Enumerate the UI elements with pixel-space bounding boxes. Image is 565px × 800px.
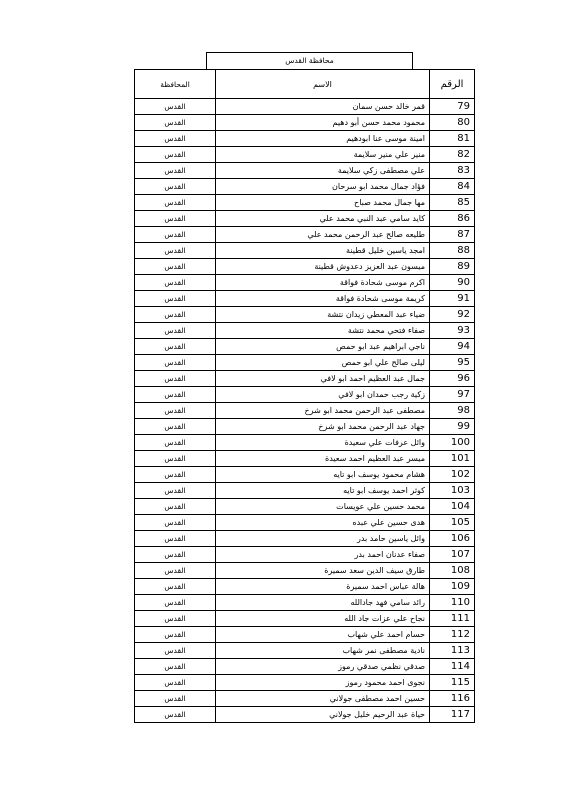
row-governorate: القدس	[135, 659, 216, 675]
table-row	[135, 259, 475, 275]
row-governorate: القدس	[135, 579, 216, 595]
row-governorate: القدس	[135, 531, 216, 547]
row-name: كريمة موسى شحادة فواقة	[216, 291, 430, 307]
row-number: 91	[430, 291, 475, 307]
table-row	[135, 435, 475, 451]
names-table	[134, 69, 475, 723]
row-name: هشام محمود يوسف ابو تايه	[216, 467, 430, 483]
row-number: 80	[430, 115, 475, 131]
row-name: نجوى احمد محمود رموز	[216, 675, 430, 691]
table-row	[135, 115, 475, 131]
table-row	[135, 387, 475, 403]
row-governorate: القدس	[135, 611, 216, 627]
row-number: 113	[430, 643, 475, 659]
row-name: صفاء فتحي محمد نتشة	[216, 323, 430, 339]
header-name: الاسم	[216, 70, 430, 99]
row-governorate: القدس	[135, 451, 216, 467]
table-row	[135, 147, 475, 163]
row-number: 103	[430, 483, 475, 499]
row-governorate: القدس	[135, 275, 216, 291]
row-governorate: القدس	[135, 435, 216, 451]
header-governorate: المحافظة	[135, 70, 216, 99]
row-governorate: القدس	[135, 643, 216, 659]
row-name: طليعه صالح عبد الرحمن محمد علي	[216, 227, 430, 243]
row-governorate: القدس	[135, 371, 216, 387]
table-row	[135, 691, 475, 707]
row-name: علي مصطفى زكي سلايمة	[216, 163, 430, 179]
row-name: وائل عرفات علي سعيدة	[216, 435, 430, 451]
row-number: 95	[430, 355, 475, 371]
row-governorate: القدس	[135, 131, 216, 147]
table-row	[135, 227, 475, 243]
row-governorate: القدس	[135, 675, 216, 691]
row-number: 105	[430, 515, 475, 531]
table-row	[135, 355, 475, 371]
row-number: 115	[430, 675, 475, 691]
row-number: 116	[430, 691, 475, 707]
row-number: 112	[430, 627, 475, 643]
row-governorate: القدس	[135, 547, 216, 563]
row-name: اكرم موسى شحادة فواقة	[216, 275, 430, 291]
row-name: حياة عبد الرحيم خليل جولاني	[216, 707, 430, 723]
table-row	[135, 499, 475, 515]
table-row	[135, 579, 475, 595]
header-number: الرقم	[430, 70, 475, 99]
row-number: 94	[430, 339, 475, 355]
row-number: 110	[430, 595, 475, 611]
row-name: هالة عباس احمد سميرة	[216, 579, 430, 595]
table-row	[135, 531, 475, 547]
row-number: 114	[430, 659, 475, 675]
row-name: امجد ياسين خليل قطينة	[216, 243, 430, 259]
table-row	[135, 307, 475, 323]
row-name: جمال عبد العظيم احمد ابو لافي	[216, 371, 430, 387]
row-number: 83	[430, 163, 475, 179]
row-name: كوثر احمد يوسف ابو تايه	[216, 483, 430, 499]
row-governorate: القدس	[135, 563, 216, 579]
row-name: محمد حسين علي عويسات	[216, 499, 430, 515]
table-row	[135, 131, 475, 147]
row-number: 82	[430, 147, 475, 163]
row-name: نادية مصطفى نمر شهاب	[216, 643, 430, 659]
row-number: 98	[430, 403, 475, 419]
table-row	[135, 611, 475, 627]
row-number: 89	[430, 259, 475, 275]
row-number: 84	[430, 179, 475, 195]
table-header-row	[135, 70, 475, 99]
table-row	[135, 627, 475, 643]
table-row	[135, 483, 475, 499]
row-governorate: القدس	[135, 403, 216, 419]
table-row	[135, 339, 475, 355]
table-row	[135, 99, 475, 115]
row-number: 85	[430, 195, 475, 211]
row-name: هدى حسين علي عبده	[216, 515, 430, 531]
row-name: ضياء عبد المعطي زيدان نتشة	[216, 307, 430, 323]
row-governorate: القدس	[135, 515, 216, 531]
row-governorate: القدس	[135, 387, 216, 403]
row-number: 87	[430, 227, 475, 243]
row-name: ميسون عبد العزيز دعدوش قطينة	[216, 259, 430, 275]
row-governorate: القدس	[135, 707, 216, 723]
row-governorate: القدس	[135, 339, 216, 355]
row-governorate: القدس	[135, 195, 216, 211]
row-name: نجاح علي عزات جاد الله	[216, 611, 430, 627]
row-governorate: القدس	[135, 179, 216, 195]
row-number: 92	[430, 307, 475, 323]
row-governorate: القدس	[135, 691, 216, 707]
row-name: زكية رجب حمدان ابو لافي	[216, 387, 430, 403]
table-row	[135, 243, 475, 259]
row-name: جهاد عبد الرحمن محمد ابو شرخ	[216, 419, 430, 435]
governorate-title: محافظة القدس	[206, 52, 413, 69]
row-name: امينة موسى عنا ابودهيم	[216, 131, 430, 147]
row-governorate: القدس	[135, 323, 216, 339]
row-governorate: القدس	[135, 211, 216, 227]
row-governorate: القدس	[135, 499, 216, 515]
row-governorate: القدس	[135, 259, 216, 275]
row-number: 104	[430, 499, 475, 515]
row-number: 109	[430, 579, 475, 595]
table-row	[135, 451, 475, 467]
table-row	[135, 659, 475, 675]
row-name: حسام احمد علي شهاب	[216, 627, 430, 643]
table-row	[135, 195, 475, 211]
row-number: 93	[430, 323, 475, 339]
table-row	[135, 515, 475, 531]
row-name: محمود محمد حسن أبو دهيم	[216, 115, 430, 131]
row-number: 99	[430, 419, 475, 435]
row-number: 97	[430, 387, 475, 403]
document-sheet	[134, 52, 470, 723]
row-name: صدقي نظمي صدقي رموز	[216, 659, 430, 675]
row-number: 100	[430, 435, 475, 451]
table-row	[135, 275, 475, 291]
row-governorate: القدس	[135, 483, 216, 499]
row-name: كايد سامي عبد النبي محمد علي	[216, 211, 430, 227]
table-row	[135, 595, 475, 611]
table-row	[135, 467, 475, 483]
table-row	[135, 323, 475, 339]
table-row	[135, 643, 475, 659]
row-name: قمر خالد حسن سمان	[216, 99, 430, 115]
row-name: منير علي منير سلايمة	[216, 147, 430, 163]
table-row	[135, 547, 475, 563]
row-governorate: القدس	[135, 115, 216, 131]
row-name: طارق سيف الدين سعد سميرة	[216, 563, 430, 579]
table-row	[135, 403, 475, 419]
row-name: مصطفى عبد الرحمن محمد ابو شرخ	[216, 403, 430, 419]
row-governorate: القدس	[135, 595, 216, 611]
row-number: 107	[430, 547, 475, 563]
row-governorate: القدس	[135, 419, 216, 435]
row-governorate: القدس	[135, 163, 216, 179]
table-row	[135, 563, 475, 579]
row-number: 81	[430, 131, 475, 147]
row-number: 111	[430, 611, 475, 627]
table-row	[135, 179, 475, 195]
row-governorate: القدس	[135, 147, 216, 163]
row-name: ليلى صالح علي ابو حمص	[216, 355, 430, 371]
row-governorate: القدس	[135, 99, 216, 115]
row-number: 102	[430, 467, 475, 483]
row-number: 96	[430, 371, 475, 387]
row-name: رائد سامي فهد جادالله	[216, 595, 430, 611]
row-number: 101	[430, 451, 475, 467]
row-governorate: القدس	[135, 627, 216, 643]
row-name: ناجي ابراهيم عبد ابو حمص	[216, 339, 430, 355]
row-number: 117	[430, 707, 475, 723]
row-governorate: القدس	[135, 467, 216, 483]
row-governorate: القدس	[135, 307, 216, 323]
row-governorate: القدس	[135, 291, 216, 307]
table-row	[135, 291, 475, 307]
row-name: مها جمال محمد صباح	[216, 195, 430, 211]
row-name: وائل ياسين حامد بدر	[216, 531, 430, 547]
table-row	[135, 707, 475, 723]
row-number: 88	[430, 243, 475, 259]
row-name: فؤاد جمال محمد ابو سرحان	[216, 179, 430, 195]
table-row	[135, 419, 475, 435]
table-row	[135, 163, 475, 179]
row-governorate: القدس	[135, 227, 216, 243]
row-number: 90	[430, 275, 475, 291]
row-governorate: القدس	[135, 243, 216, 259]
row-number: 106	[430, 531, 475, 547]
row-name: ميسر عبد العظيم احمد سعيدة	[216, 451, 430, 467]
row-name: صفاء عدنان احمد بدر	[216, 547, 430, 563]
row-number: 108	[430, 563, 475, 579]
row-name: حسين احمد مصطفى جولاني	[216, 691, 430, 707]
table-row	[135, 371, 475, 387]
table-row	[135, 211, 475, 227]
row-governorate: القدس	[135, 355, 216, 371]
row-number: 79	[430, 99, 475, 115]
row-number: 86	[430, 211, 475, 227]
table-row	[135, 675, 475, 691]
